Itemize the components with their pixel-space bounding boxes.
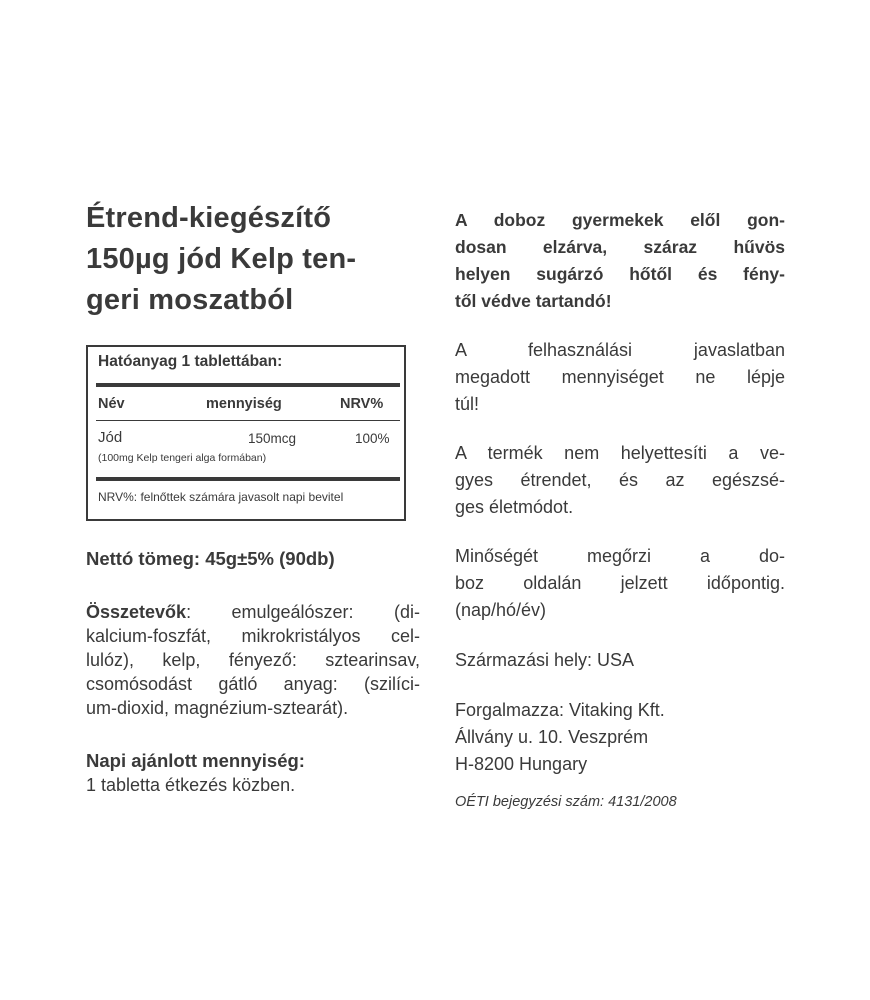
ingredients-line [86,600,420,624]
table-footnote: NRV%: felnőttek számára javasolt napi bevitel [98,490,344,504]
distributor [455,697,785,778]
title-line: geri moszatból [86,284,294,316]
title-line: Étrend-kiegészítő [86,202,332,234]
column-header-name: Név [98,396,125,412]
origin: Származási hely: USA [455,650,635,670]
ingredients-label: Összetevők [86,602,187,622]
distributor-line: Állvány u. 10. Veszprém [455,727,649,747]
right-column [455,207,785,810]
storage-warning [455,207,785,315]
distributor-line: Forgalmazza: Vitaking Kft. [455,700,665,720]
table-divider [96,420,400,421]
row-quantity: 150mcg [248,431,297,446]
ingredients-text: : emulgeálószer: (di- [186,602,420,622]
dose-heading: Napi ajánlott mennyiség: [86,750,305,771]
ingredients [86,600,420,720]
row-nrv: 100% [355,431,390,446]
bestbefore-line: Minőségét megőrzi a do- [455,546,785,566]
net-weight: Nettó tömeg: 45g±5% (90db) [86,548,335,569]
title-line: 150µg jód Kelp ten- [86,243,357,275]
warning-line: től védve tartandó! [455,291,612,311]
dosage-line: megadott mennyiséget ne lépje [455,367,785,387]
row-note: (100mg Kelp tengeri alga formában) [98,452,267,464]
table-rule [96,383,400,387]
nutrition-table [86,345,406,521]
warning-line: helyen sugárzó hőtől és fény- [455,264,785,284]
ingredients-line: kalcium-foszfát, mikrokristályos cel- [86,626,420,646]
product-title [86,198,420,321]
dosage-line: túl! [455,394,480,414]
table-heading: Hatóanyag 1 tablettában: [98,353,283,370]
table-rule [96,477,400,481]
substitute-line: ges életmódot. [455,497,574,517]
bestbefore-line: (nap/hó/év) [455,600,547,620]
row-name: Jód [98,429,123,446]
left-column [86,198,420,798]
ingredients-line: csomósodást gátló anyag: (szilíci- [86,674,420,694]
distributor-line: H-8200 Hungary [455,754,588,774]
ingredients-line: lulóz), kelp, fényező: sztearinsav, [86,650,420,670]
warning-line: dosan elzárva, száraz hűvös [455,237,785,257]
dosage-warning [455,337,785,418]
dose-value: 1 tabletta étkezés közben. [86,775,296,795]
warning-line: A doboz gyermekek elől gon- [455,210,785,230]
dosage-line: A felhasználási javaslatban [455,340,785,360]
column-header-quantity: mennyiség [206,396,282,412]
registration-number: OÉTI bejegyzési szám: 4131/2008 [455,794,677,810]
ingredients-line: um-dioxid, magnézium-sztearát). [86,698,349,718]
substitute-line: A termék nem helyettesíti a ve- [455,443,785,463]
substitute-notice [455,440,785,521]
column-header-nrv: NRV% [340,396,384,412]
best-before [455,543,785,624]
bestbefore-line: boz oldalán jelzett időpontig. [455,573,785,593]
substitute-line: gyes étrendet, és az egészsé- [455,470,785,490]
